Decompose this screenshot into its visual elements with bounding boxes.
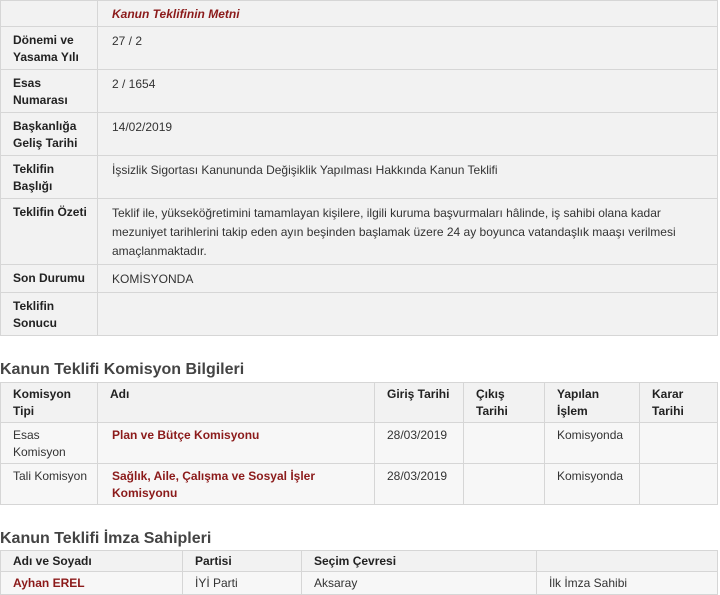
column-header: Komisyon Tipi <box>1 383 98 423</box>
details-value: 2 / 1654 <box>98 70 718 113</box>
exit-date <box>464 423 545 464</box>
commission-table <box>0 382 718 505</box>
details-title-spacer <box>1 1 98 27</box>
details-value: 14/02/2019 <box>98 113 718 156</box>
details-row-date <box>1 113 718 156</box>
column-header: Yapılan İşlem <box>545 383 640 423</box>
details-label: Dönemi ve Yasama Yılı <box>1 27 98 70</box>
table-row <box>1 464 718 505</box>
details-value: 27 / 2 <box>98 27 718 70</box>
commission-name-link[interactable]: Plan ve Bütçe Komisyonu <box>98 423 375 464</box>
column-header: Çıkış Tarihi <box>464 383 545 423</box>
column-header: Adı ve Soyadı <box>1 551 183 572</box>
signatory-role: İlk İmza Sahibi <box>537 572 718 595</box>
column-header: Adı <box>98 383 375 423</box>
details-row-status <box>1 265 718 293</box>
details-label: Son Durumu <box>1 265 98 293</box>
details-title-row <box>1 1 718 27</box>
table-row <box>1 423 718 464</box>
exit-date <box>464 464 545 505</box>
signatory-name-link[interactable]: Ayhan EREL <box>1 572 183 595</box>
commission-name-link[interactable]: Sağlık, Aile, Çalışma ve Sosyal İşler Komisyonu <box>98 464 375 505</box>
details-label: Başkanlığa Geliş Tarihi <box>1 113 98 156</box>
signatories-section-title: Kanun Teklifi İmza Sahipleri <box>0 530 212 547</box>
details-value <box>98 293 718 336</box>
column-header: Partisi <box>183 551 302 572</box>
details-label: Teklifin Özeti <box>1 199 98 265</box>
decision-date <box>640 464 718 505</box>
details-row-number <box>1 70 718 113</box>
commission-header-row <box>1 383 718 423</box>
details-row-title <box>1 156 718 199</box>
details-label: Teklifin Sonucu <box>1 293 98 336</box>
commission-type: Esas Komisyon <box>1 423 98 464</box>
column-header: Seçim Çevresi <box>302 551 537 572</box>
action: Komisyonda <box>545 423 640 464</box>
column-header: Giriş Tarihi <box>375 383 464 423</box>
column-header: Karar Tarihi <box>640 383 718 423</box>
details-title-cell <box>98 1 718 27</box>
details-value: Teklif ile, yükseköğretimini tamamlayan kişilere, ilgili kuruma başvurmaları hâlinde, iş sahibi olana kadar mezuniyet tarihlerini takip eden ayın beşinden başlamak üzere 24 ay boyunca vatandaşlık maaşı verilmesi amaçlanmaktadır. <box>98 199 718 265</box>
action: Komisyonda <box>545 464 640 505</box>
bill-text-link[interactable]: Kanun Teklifinin Metni <box>112 7 240 21</box>
decision-date <box>640 423 718 464</box>
signatories-header-row <box>1 551 718 572</box>
entry-date: 28/03/2019 <box>375 464 464 505</box>
entry-date: 28/03/2019 <box>375 423 464 464</box>
party: İYİ Parti <box>183 572 302 595</box>
column-header <box>537 551 718 572</box>
details-label: Teklifin Başlığı <box>1 156 98 199</box>
details-value: İşsizlik Sigortası Kanununda Değişiklik Yapılması Hakkında Kanun Teklifi <box>98 156 718 199</box>
details-row-result <box>1 293 718 336</box>
commission-section-title: Kanun Teklifi Komisyon Bilgileri <box>0 361 245 378</box>
table-row <box>1 572 718 595</box>
details-value: KOMİSYONDA <box>98 265 718 293</box>
signatories-table <box>0 550 718 595</box>
details-row-summary <box>1 199 718 265</box>
details-label: Esas Numarası <box>1 70 98 113</box>
details-row-term <box>1 27 718 70</box>
district: Aksaray <box>302 572 537 595</box>
commission-type: Tali Komisyon <box>1 464 98 505</box>
